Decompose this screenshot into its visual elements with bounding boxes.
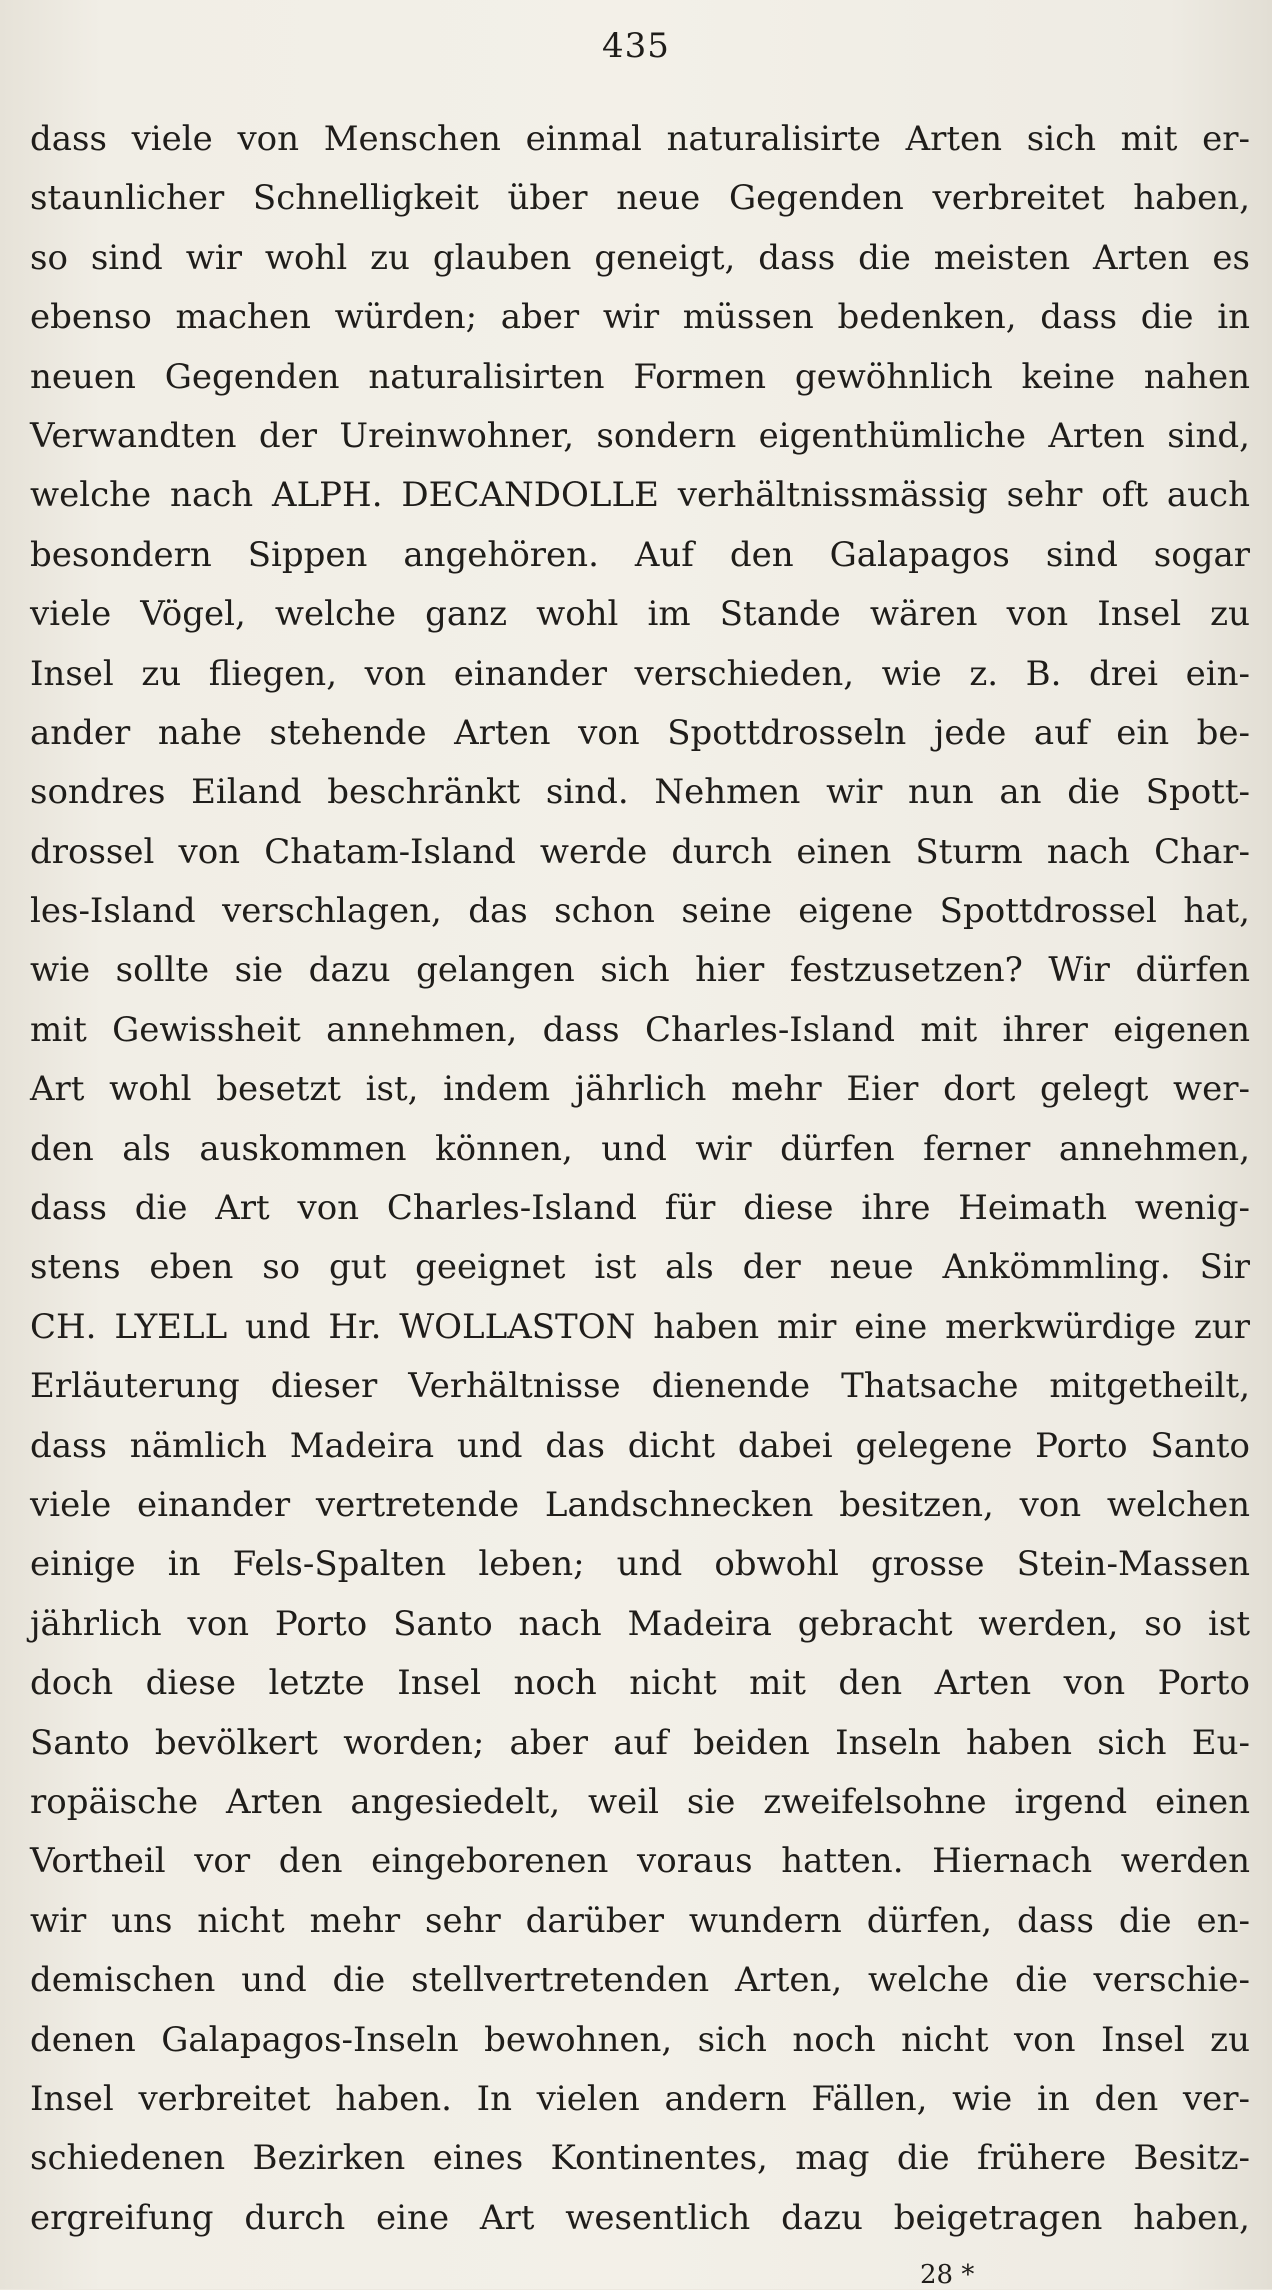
text-line: wie sollte sie dazu gelangen sich hier festzusetzen? Wir dürfen (30, 950, 1250, 991)
text-line: drossel von Chatam-Island werde durch einen Sturm nach Char- (30, 831, 1250, 872)
text-line: so sind wir wohl zu glauben geneigt, dass die meisten Arten es (30, 237, 1250, 278)
text-line: Vortheil vor den eingeborenen voraus hatten. Hiernach werden (30, 1841, 1250, 1882)
page-number: 435 (602, 26, 670, 66)
text-line: Santo bevölkert worden; aber auf beiden Inseln haben sich Eu- (30, 1722, 1250, 1763)
text-line: einige in Fels-Spalten leben; und obwohl grosse Stein-Massen (30, 1544, 1250, 1585)
text-line: staunlicher Schnelligkeit über neue Gegenden verbreitet haben, (30, 178, 1250, 219)
text-line: Erläuterung dieser Verhältnisse dienende Thatsache mitgetheilt, (30, 1366, 1250, 1407)
text-line: besondern Sippen angehören. Auf den Galapagos sind sogar (30, 534, 1250, 575)
text-line: les-Island verschlagen, das schon seine eigene Spottdrossel hat, (30, 891, 1250, 932)
text-line: dass viele von Menschen einmal naturalisirte Arten sich mit er- (30, 119, 1250, 159)
text-line: ergreifung durch eine Art wesentlich dazu beigetragen haben, (30, 2197, 1250, 2238)
text-line: Insel verbreitet haben. In vielen andern Fällen, wie in den ver- (30, 2078, 1250, 2119)
text-line: den als auskommen können, und wir dürfen ferner annehmen, (30, 1128, 1250, 1169)
text-line: schiedenen Bezirken eines Kontinentes, mag die frühere Besitz- (30, 2138, 1250, 2179)
text-line: ebenso machen würden; aber wir müssen bedenken, dass die in (30, 297, 1250, 338)
text-line: viele Vögel, welche ganz wohl im Stande wären von Insel zu (30, 594, 1250, 635)
text-line: welche nach ALPH. DECANDOLLE verhältnissmässig sehr oft auch (30, 475, 1250, 516)
text-line: viele einander vertretende Landschnecken besitzen, von welchen (30, 1484, 1250, 1525)
text-line: CH. LYELL und Hr. WOLLASTON haben mir eine merkwürdige zur (30, 1306, 1250, 1347)
text-line: dass nämlich Madeira und das dicht dabei gelegene Porto Santo (30, 1425, 1250, 1466)
text-line: demischen und die stellvertretenden Arten, welche die verschie- (30, 1960, 1250, 2001)
text-line: stens eben so gut geeignet ist als der neue Ankömmling. Sir (30, 1247, 1250, 1288)
text-line: neuen Gegenden naturalisirten Formen gewöhnlich keine nahen (30, 356, 1250, 397)
text-line: dass die Art von Charles-Island für diese ihre Heimath wenig- (30, 1188, 1250, 1229)
text-line: ropäische Arten angesiedelt, weil sie zweifelsohne irgend einen (30, 1781, 1250, 1822)
text-line: sondres Eiland beschränkt sind. Nehmen wir nun an die Spott- (30, 772, 1250, 813)
text-line: Art wohl besetzt ist, indem jährlich mehr Eier dort gelegt wer- (30, 1069, 1250, 1110)
text-line: denen Galapagos-Inseln bewohnen, sich noch nicht von Insel zu (30, 2019, 1250, 2060)
text-line: doch diese letzte Insel noch nicht mit den Arten von Porto (30, 1663, 1250, 1704)
text-line: Verwandten der Ureinwohner, sondern eigenthümliche Arten sind, (30, 415, 1250, 456)
body-text (30, 110, 1250, 2248)
text-line: mit Gewissheit annehmen, dass Charles-Island mit ihrer eigenen (30, 1009, 1250, 1050)
text-line: wir uns nicht mehr sehr darüber wundern dürfen, dass die en- (30, 1900, 1250, 1941)
text-line: jährlich von Porto Santo nach Madeira gebracht werden, so ist (30, 1603, 1250, 1644)
signature-mark: 28 * (920, 2260, 975, 2290)
text-line: ander nahe stehende Arten von Spottdrosseln jede auf ein be- (30, 712, 1250, 753)
text-line: Insel zu fliegen, von einander verschieden, wie z. B. drei ein- (30, 653, 1250, 694)
